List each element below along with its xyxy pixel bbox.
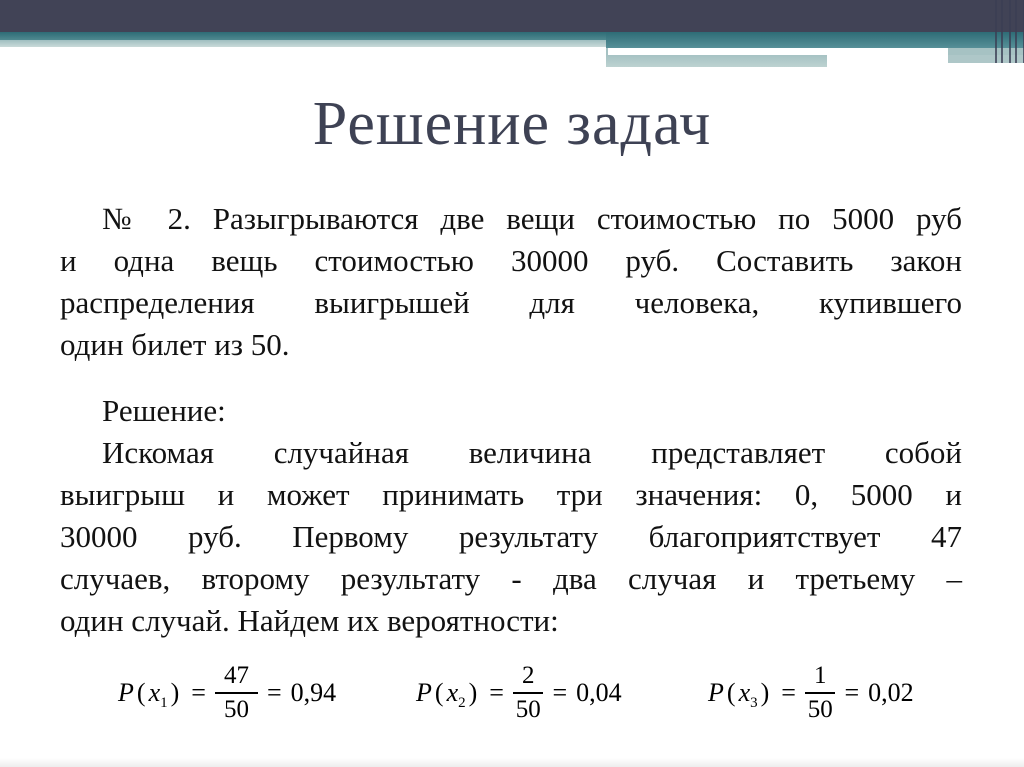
solution-line: случаев, второму результату - два случая и третьему – — [60, 561, 962, 596]
slide-body — [60, 198, 962, 642]
header-teal-bar-right — [606, 32, 1024, 48]
fraction-denominator: 50 — [807, 696, 833, 723]
problem-line: и одна вещь стоимостью 30000 руб. Составить закон — [60, 243, 962, 278]
formula-variable: x — [446, 678, 459, 707]
fraction — [513, 662, 544, 724]
solution-paragraph — [60, 432, 962, 642]
probability-formula-3 — [708, 648, 914, 738]
header-sage-bar-left — [0, 40, 606, 47]
solution-line: Искомая случайная величина представляет собой — [102, 435, 962, 470]
formula-result: 0,02 — [868, 678, 914, 707]
equals-sign: = — [552, 678, 568, 707]
formula-function-symbol: P — [416, 678, 432, 707]
problem-line: № 2. Разыгрываются две вещи стоимостью по 5000 руб — [102, 201, 962, 236]
problem-line: распределения выигрышей для человека, купившего — [60, 285, 962, 320]
open-paren: ( — [434, 678, 444, 707]
fraction-numerator: 47 — [215, 662, 258, 694]
equals-sign: = — [489, 678, 504, 707]
fraction-numerator: 2 — [513, 662, 544, 694]
close-paren: ) — [468, 678, 478, 707]
formula-variable: x — [738, 678, 751, 707]
fraction — [215, 662, 258, 724]
equals-sign: = — [191, 678, 206, 707]
formula-result: 0,94 — [290, 678, 337, 707]
header-sage-bar-right-mid — [606, 55, 827, 67]
problem-line: один билет из 50. — [60, 327, 290, 362]
formulas-row — [0, 648, 1024, 748]
slide-title: Решение задач — [312, 90, 712, 158]
equals-sign: = — [844, 678, 860, 707]
formula-lhs — [708, 678, 772, 712]
equals-sign: = — [266, 678, 282, 707]
header-white-line — [608, 48, 948, 55]
solution-heading: Решение: — [102, 393, 226, 428]
solution-line: выигрыш и может принимать три значения: 0, 5000 и — [60, 477, 962, 512]
probability-formula-1 — [118, 648, 336, 738]
bottom-edge-strip — [0, 758, 1024, 767]
open-paren: ( — [726, 678, 736, 707]
formula-result: 0,04 — [576, 678, 622, 707]
formula-function-symbol: P — [118, 678, 134, 707]
close-paren: ) — [170, 678, 180, 707]
solution-line: 30000 руб. Первому результату благоприятствует 47 — [60, 519, 962, 554]
problem-paragraph — [60, 198, 962, 366]
formula-lhs — [416, 678, 480, 712]
header-dark-bar — [0, 0, 1024, 32]
fraction-denominator: 50 — [515, 696, 541, 723]
fraction-numerator: 1 — [805, 662, 836, 694]
formula-variable: x — [148, 678, 161, 707]
equals-sign: = — [781, 678, 796, 707]
header-teal-bar-left — [0, 32, 606, 40]
fraction — [805, 662, 836, 724]
formula-subscript: 2 — [458, 695, 466, 712]
formula-lhs — [118, 678, 182, 712]
solution-line: один случай. Найдем их вероятности: — [60, 603, 559, 638]
fraction-denominator: 50 — [223, 696, 249, 723]
formula-subscript: 3 — [750, 695, 758, 712]
probability-formula-2 — [416, 648, 622, 738]
formula-subscript: 1 — [160, 695, 168, 712]
close-paren: ) — [760, 678, 770, 707]
header-pinstripes-decoration — [992, 0, 1024, 63]
formula-function-symbol: P — [708, 678, 724, 707]
open-paren: ( — [136, 678, 146, 707]
